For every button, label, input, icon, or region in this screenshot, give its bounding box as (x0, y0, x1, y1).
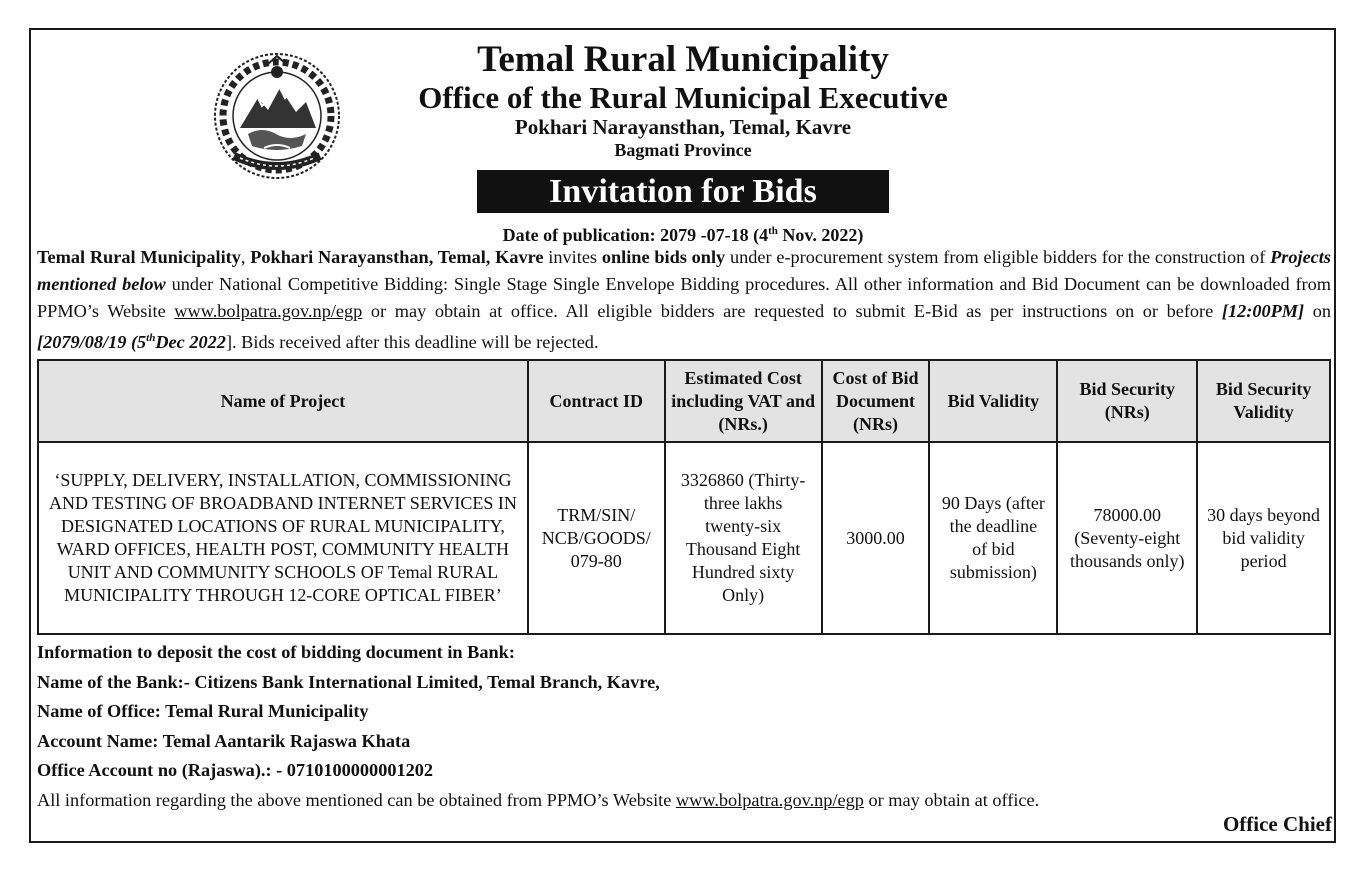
col-bid-security-validity: Bid Security Validity (1197, 360, 1330, 442)
bank-name: Name of the Bank:- Citizens Bank International Limited, Temal Branch, Kavre, (37, 671, 660, 692)
province-name: Bagmati Province (614, 140, 752, 160)
project-name-cell: ‘SUPPLY, DELIVERY, INSTALLATION, COMMISSIONING AND TESTING OF BROADBAND INTERNET SERVICES IN DESIGNATED LOCATIONS OF RURAL MUNICIPALITY, WARD OFFICES, HEALTH POST, COMMUNITY HEALTH UNIT AND COMMUNITY SCHOOLS OF Temal RURAL MUNICIPALITY THROUGH 12-CORE OPTICAL FIBER’ (38, 442, 528, 634)
col-bid-security: Bid Security (NRs) (1057, 360, 1197, 442)
bid-document-cost-cell: 3000.00 (822, 442, 930, 634)
bid-security-cell: 78000.00 (Seventy-eight thousands only) (1057, 442, 1197, 634)
col-contract-id: Contract ID (528, 360, 665, 442)
municipality-name: Temal Rural Municipality (477, 39, 889, 80)
bid-validity-cell: 90 Days (after the deadline of bid submission) (929, 442, 1057, 634)
account-name: Account Name: Temal Aantarik Rajaswa Khata (37, 730, 411, 751)
invitation-banner: Invitation for Bids (477, 170, 889, 213)
signature-office-chief: Office Chief (1222, 812, 1332, 836)
office-address: Pokhari Narayansthan, Temal, Kavre (514, 115, 852, 139)
table-row (38, 442, 1330, 634)
publication-date: Date of publication: 2079 -07-18 (4th Nov. 2022) (502, 225, 864, 245)
estimated-cost-cell: 3326860 (Thirty-three lakhs twenty-six Thousand Eight Hundred sixty Only) (665, 442, 822, 634)
intro-paragraph: Temal Rural Municipality, Pokhari Narayansthan, Temal, Kavre invites online bids only under e-procurement system from eligible bidders for the construction of Projects mentioned below under National Competitive Bidding: Single Stage Single Envelope Bidding procedures. All other information and Bid Document can be downloaded from PPMO’s Website www.bolpatra.gov.np/egp or may obtain at office. All eligible bidders are requested to submit E-Bid as per instructions on or before [12:00PM] on [2079/08/19 (5thDec 2022]. Bids received after this deadline will be rejected. (37, 247, 1332, 353)
bolpatra-link[interactable]: www.bolpatra.gov.np/egp (174, 301, 363, 321)
office-name-line: Name of Office: Temal Rural Municipality (37, 701, 369, 721)
bank-info-heading: Information to deposit the cost of bidding document in Bank: (37, 642, 515, 662)
account-number: Office Account no (Rajaswa).: - 0710100000001202 (37, 760, 434, 780)
office-name: Office of the Rural Municipal Executive (418, 80, 948, 115)
contract-id-cell: TRM/SIN/ NCB/GOODS/ 079-80 (528, 442, 665, 634)
col-bid-validity: Bid Validity (929, 360, 1057, 442)
bid-security-validity-cell: 30 days beyond bid validity period (1197, 442, 1330, 634)
bid-table (37, 359, 1331, 635)
table-header-row (38, 360, 1330, 442)
col-project-name: Name of Project (38, 360, 528, 442)
col-estimated-cost: Estimated Cost including VAT and (NRs.) (665, 360, 822, 442)
col-bid-document-cost: Cost of Bid Document (NRs) (822, 360, 930, 442)
bank-information (37, 638, 1331, 815)
bolpatra-link-footer[interactable]: www.bolpatra.gov.np/egp (675, 789, 864, 810)
info-line: All information regarding the above mentioned can be obtained from PPMO’s Website www.bolpatra.gov.np/egp or may obtain at office. (37, 789, 1040, 810)
